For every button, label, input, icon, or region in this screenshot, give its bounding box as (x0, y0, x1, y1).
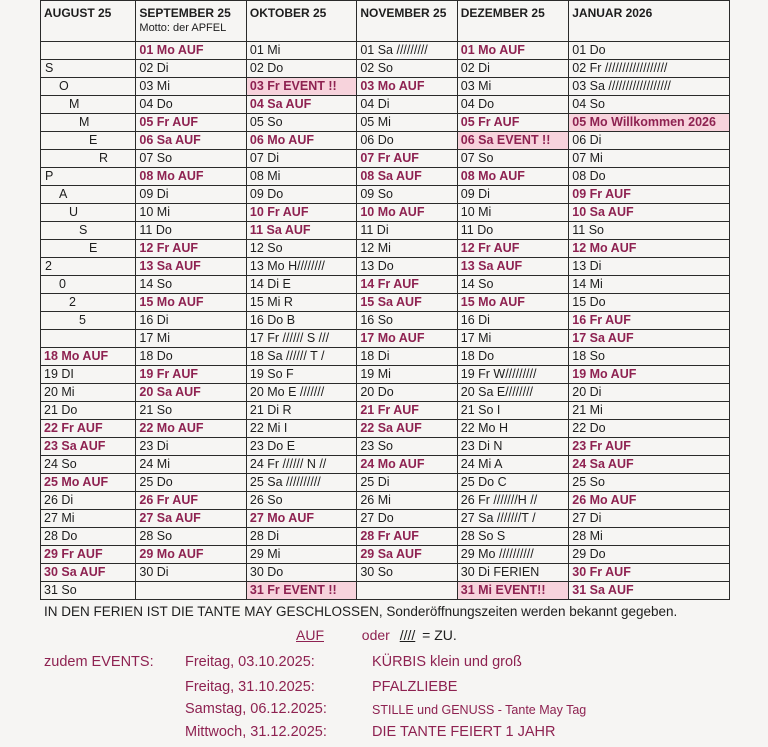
day-cell: 13 Mo H//////// (246, 258, 356, 276)
day-cell: 22 Sa AUF (357, 420, 457, 438)
day-cell: 26 Mi (357, 492, 457, 510)
day-cell: 17 Mo AUF (357, 330, 457, 348)
day-cell: 05 Mo Willkommen 2026 (569, 114, 730, 132)
day-cell: A (41, 186, 136, 204)
day-cell: 28 Mi (569, 528, 730, 546)
calendar-row (41, 582, 730, 600)
day-cell: 18 Do (457, 348, 568, 366)
day-cell: 20 Di (569, 384, 730, 402)
day-cell: 13 Sa AUF (457, 258, 568, 276)
day-cell: 04 So (569, 96, 730, 114)
day-cell (41, 42, 136, 60)
event-name: KÜRBIS klein und groß (372, 654, 522, 670)
day-cell: 27 Do (357, 510, 457, 528)
calendar-row (41, 78, 730, 96)
day-cell: 12 Mi (357, 240, 457, 258)
day-cell: 02 Fr ////////////////// (569, 60, 730, 78)
day-cell: 02 Di (457, 60, 568, 78)
day-cell: 29 Sa AUF (357, 546, 457, 564)
day-cell: M (41, 114, 136, 132)
day-cell: 31 Mi EVENT!! (457, 582, 568, 600)
day-cell: 24 Sa AUF (569, 456, 730, 474)
day-cell: 14 Fr AUF (357, 276, 457, 294)
day-cell: 13 Do (357, 258, 457, 276)
day-cell (41, 330, 136, 348)
day-cell: 27 Di (569, 510, 730, 528)
day-cell: 24 Mo AUF (357, 456, 457, 474)
day-cell: 04 Sa AUF (246, 96, 356, 114)
day-cell: 18 Sa ////// T / (246, 348, 356, 366)
day-cell: 07 Fr AUF (357, 150, 457, 168)
event-date: Freitag, 31.10.2025: (185, 679, 315, 695)
day-cell: R (41, 150, 136, 168)
calendar-row (41, 492, 730, 510)
day-cell: 25 Di (357, 474, 457, 492)
day-cell: P (41, 168, 136, 186)
day-cell: 05 Mi (357, 114, 457, 132)
event-name: STILLE und GENUSS - Tante May Tag (372, 703, 587, 717)
day-cell: 01 Do (569, 42, 730, 60)
day-cell: 19 Mi (357, 366, 457, 384)
day-cell: 20 Sa E//////// (457, 384, 568, 402)
event-name: DIE TANTE FEIERT 1 JAHR (372, 724, 556, 740)
day-cell: 10 Mi (457, 204, 568, 222)
day-cell: 03 Sa ////////////////// (569, 78, 730, 96)
calendar-row (41, 114, 730, 132)
day-cell: 15 Mi R (246, 294, 356, 312)
day-cell: 06 Sa AUF (136, 132, 246, 150)
day-cell: 14 So (136, 276, 246, 294)
calendar-row (41, 330, 730, 348)
month-header: JANUAR 2026 (569, 1, 730, 42)
day-cell: 28 Do (41, 528, 136, 546)
day-cell: 06 Sa EVENT !! (457, 132, 568, 150)
day-cell: 12 Fr AUF (136, 240, 246, 258)
day-cell: 15 Mo AUF (136, 294, 246, 312)
day-cell: 2 (41, 294, 136, 312)
day-cell: 09 So (357, 186, 457, 204)
day-cell: 30 Di FERIEN (457, 564, 568, 582)
day-cell: E (41, 132, 136, 150)
day-cell: 09 Di (457, 186, 568, 204)
day-cell: 28 Di (246, 528, 356, 546)
day-cell: 12 So (246, 240, 356, 258)
day-cell: 16 Di (136, 312, 246, 330)
calendar-row (41, 276, 730, 294)
day-cell: 11 Di (357, 222, 457, 240)
calendar-row (41, 186, 730, 204)
day-cell: 07 So (136, 150, 246, 168)
day-cell: 07 Di (246, 150, 356, 168)
day-cell: 27 Sa ///////T / (457, 510, 568, 528)
calendar-row (41, 312, 730, 330)
day-cell: 09 Di (136, 186, 246, 204)
day-cell: 21 Fr AUF (357, 402, 457, 420)
day-cell: 08 Mi (246, 168, 356, 186)
legend-or: oder (361, 627, 390, 643)
day-cell: 08 Do (569, 168, 730, 186)
day-cell: 18 Do (136, 348, 246, 366)
legend-closed: = ZU. (422, 627, 457, 643)
calendar-row (41, 438, 730, 456)
calendar-row (41, 564, 730, 582)
day-cell: 06 Di (569, 132, 730, 150)
calendar-row (41, 258, 730, 276)
day-cell: 20 Mi (41, 384, 136, 402)
calendar-row (41, 222, 730, 240)
day-cell: 05 So (246, 114, 356, 132)
day-cell: 25 Mo AUF (41, 474, 136, 492)
day-cell: 11 Do (457, 222, 568, 240)
day-cell: 26 Fr ///////H // (457, 492, 568, 510)
day-cell: 29 Fr AUF (41, 546, 136, 564)
day-cell: 30 Do (246, 564, 356, 582)
event-date: Mittwoch, 31.12.2025: (185, 724, 327, 740)
month-header: OKTOBER 25 (246, 1, 356, 42)
day-cell: 24 Mi A (457, 456, 568, 474)
day-cell: 30 So (357, 564, 457, 582)
day-cell: 26 Mo AUF (569, 492, 730, 510)
day-cell: 23 So (357, 438, 457, 456)
day-cell: 14 Mi (569, 276, 730, 294)
calendar-row (41, 384, 730, 402)
day-cell: S (41, 60, 136, 78)
day-cell: 22 Mo H (457, 420, 568, 438)
events-label: zudem EVENTS: (44, 654, 154, 670)
day-cell: 14 So (457, 276, 568, 294)
day-cell: S (41, 222, 136, 240)
day-cell: 18 So (569, 348, 730, 366)
day-cell: 10 Fr AUF (246, 204, 356, 222)
day-cell: 29 Mo ////////// (457, 546, 568, 564)
day-cell: 03 Mi (457, 78, 568, 96)
day-cell: 16 Fr AUF (569, 312, 730, 330)
day-cell: O (41, 78, 136, 96)
month-header: SEPTEMBER 25 Motto: der APFEL (136, 1, 246, 42)
day-cell: 17 Mi (457, 330, 568, 348)
day-cell: 01 Mi (246, 42, 356, 60)
day-cell: 22 Do (569, 420, 730, 438)
day-cell: 18 Di (357, 348, 457, 366)
calendar-row (41, 528, 730, 546)
day-cell: 24 Fr ////// N // (246, 456, 356, 474)
day-cell: 31 So (41, 582, 136, 600)
day-cell: 20 Sa AUF (136, 384, 246, 402)
day-cell: 17 Mi (136, 330, 246, 348)
day-cell: 21 Do (41, 402, 136, 420)
day-cell: 06 Mo AUF (246, 132, 356, 150)
day-cell: 0 (41, 276, 136, 294)
calendar-row (41, 240, 730, 258)
day-cell: 23 Di (136, 438, 246, 456)
day-cell: 02 Do (246, 60, 356, 78)
calendar-row (41, 546, 730, 564)
calendar-row (41, 132, 730, 150)
day-cell: 17 Fr ////// S /// (246, 330, 356, 348)
month-motto: Motto: der APFEL (139, 22, 227, 34)
day-cell: 24 Mi (136, 456, 246, 474)
calendar-row (41, 150, 730, 168)
calendar-row (41, 60, 730, 78)
calendar-row (41, 474, 730, 492)
day-cell: 2 (41, 258, 136, 276)
day-cell: 17 Sa AUF (569, 330, 730, 348)
day-cell: 01 Mo AUF (136, 42, 246, 60)
day-cell (136, 582, 246, 600)
day-cell: 21 Di R (246, 402, 356, 420)
day-cell: 12 Mo AUF (569, 240, 730, 258)
day-cell: 20 Mo E /////// (246, 384, 356, 402)
day-cell: 19 Fr W///////// (457, 366, 568, 384)
day-cell: 22 Fr AUF (41, 420, 136, 438)
day-cell: 30 Sa AUF (41, 564, 136, 582)
day-cell: 03 Fr EVENT !! (246, 78, 356, 96)
calendar-row (41, 348, 730, 366)
day-cell: 23 Di N (457, 438, 568, 456)
day-cell: 22 Mi I (246, 420, 356, 438)
day-cell: 07 Mi (569, 150, 730, 168)
calendar-row (41, 402, 730, 420)
opening-calendar-table (40, 0, 730, 600)
day-cell: M (41, 96, 136, 114)
day-cell: 22 Mo AUF (136, 420, 246, 438)
day-cell: 30 Di (136, 564, 246, 582)
day-cell: 10 Sa AUF (569, 204, 730, 222)
day-cell: 11 Sa AUF (246, 222, 356, 240)
day-cell: 19 So F (246, 366, 356, 384)
day-cell: 08 Sa AUF (357, 168, 457, 186)
day-cell: 11 So (569, 222, 730, 240)
day-cell: 04 Do (136, 96, 246, 114)
legend-closed-mark: //// (399, 627, 416, 643)
day-cell: 28 Fr AUF (357, 528, 457, 546)
day-cell: 16 So (357, 312, 457, 330)
day-cell (357, 582, 457, 600)
day-cell: 21 So (136, 402, 246, 420)
day-cell: 03 Mi (136, 78, 246, 96)
calendar-row (41, 420, 730, 438)
day-cell: 15 Mo AUF (457, 294, 568, 312)
day-cell: 25 Do (136, 474, 246, 492)
day-cell: 19 DI (41, 366, 136, 384)
legend (296, 627, 457, 643)
day-cell: 02 Di (136, 60, 246, 78)
day-cell: 27 Mo AUF (246, 510, 356, 528)
day-cell: 15 Do (569, 294, 730, 312)
day-cell: 10 Mi (136, 204, 246, 222)
day-cell: 11 Do (136, 222, 246, 240)
day-cell: 21 Mi (569, 402, 730, 420)
day-cell: 03 Mo AUF (357, 78, 457, 96)
day-cell: 27 Sa AUF (136, 510, 246, 528)
day-cell: 31 Fr EVENT !! (246, 582, 356, 600)
month-header-row (41, 1, 730, 42)
day-cell: 23 Sa AUF (41, 438, 136, 456)
month-header: AUGUST 25 (41, 1, 136, 42)
day-cell: 24 So (41, 456, 136, 474)
event-date: Samstag, 06.12.2025: (185, 701, 327, 717)
event-name: PFALZLIEBE (372, 679, 458, 695)
day-cell: 12 Fr AUF (457, 240, 568, 258)
calendar-row (41, 294, 730, 312)
day-cell: 27 Mi (41, 510, 136, 528)
calendar-row (41, 168, 730, 186)
calendar-row (41, 510, 730, 528)
legend-open: AUF (296, 627, 324, 643)
day-cell: 25 Do C (457, 474, 568, 492)
day-cell: 08 Mo AUF (136, 168, 246, 186)
day-cell: 23 Do E (246, 438, 356, 456)
day-cell: 23 Fr AUF (569, 438, 730, 456)
day-cell: 29 Mi (246, 546, 356, 564)
day-cell: 21 So I (457, 402, 568, 420)
day-cell: 01 Mo AUF (457, 42, 568, 60)
day-cell: 04 Di (357, 96, 457, 114)
day-cell: 05 Fr AUF (136, 114, 246, 132)
calendar-row (41, 204, 730, 222)
day-cell: 5 (41, 312, 136, 330)
calendar-row (41, 96, 730, 114)
day-cell: 26 So (246, 492, 356, 510)
day-cell: 13 Sa AUF (136, 258, 246, 276)
day-cell: 07 So (457, 150, 568, 168)
calendar-row (41, 42, 730, 60)
day-cell: 16 Do B (246, 312, 356, 330)
day-cell: 09 Do (246, 186, 356, 204)
day-cell: 19 Fr AUF (136, 366, 246, 384)
day-cell: 30 Fr AUF (569, 564, 730, 582)
day-cell: 04 Do (457, 96, 568, 114)
day-cell: 28 So (136, 528, 246, 546)
day-cell: 06 Do (357, 132, 457, 150)
day-cell: 20 Do (357, 384, 457, 402)
day-cell: 16 Di (457, 312, 568, 330)
calendar-row (41, 456, 730, 474)
day-cell: 26 Fr AUF (136, 492, 246, 510)
day-cell: 05 Fr AUF (457, 114, 568, 132)
day-cell: 14 Di E (246, 276, 356, 294)
day-cell: 15 Sa AUF (357, 294, 457, 312)
day-cell: 19 Mo AUF (569, 366, 730, 384)
day-cell: 10 Mo AUF (357, 204, 457, 222)
day-cell: E (41, 240, 136, 258)
day-cell: 08 Mo AUF (457, 168, 568, 186)
day-cell: 25 Sa ////////// (246, 474, 356, 492)
day-cell: 29 Do (569, 546, 730, 564)
day-cell: 26 Di (41, 492, 136, 510)
day-cell: 28 So S (457, 528, 568, 546)
day-cell: 25 So (569, 474, 730, 492)
month-header: NOVEMBER 25 (357, 1, 457, 42)
day-cell: 18 Mo AUF (41, 348, 136, 366)
holiday-notice: IN DEN FERIEN IST DIE TANTE MAY GESCHLOSSEN, Sonderöffnungszeiten werden bekannt gegeben. (44, 604, 678, 619)
day-cell: 09 Fr AUF (569, 186, 730, 204)
day-cell: 01 Sa ///////// (357, 42, 457, 60)
event-date: Freitag, 03.10.2025: (185, 654, 315, 670)
month-header: DEZEMBER 25 (457, 1, 568, 42)
day-cell: 31 Sa AUF (569, 582, 730, 600)
day-cell: 29 Mo AUF (136, 546, 246, 564)
day-cell: 02 So (357, 60, 457, 78)
calendar-row (41, 366, 730, 384)
day-cell: U (41, 204, 136, 222)
day-cell: 13 Di (569, 258, 730, 276)
